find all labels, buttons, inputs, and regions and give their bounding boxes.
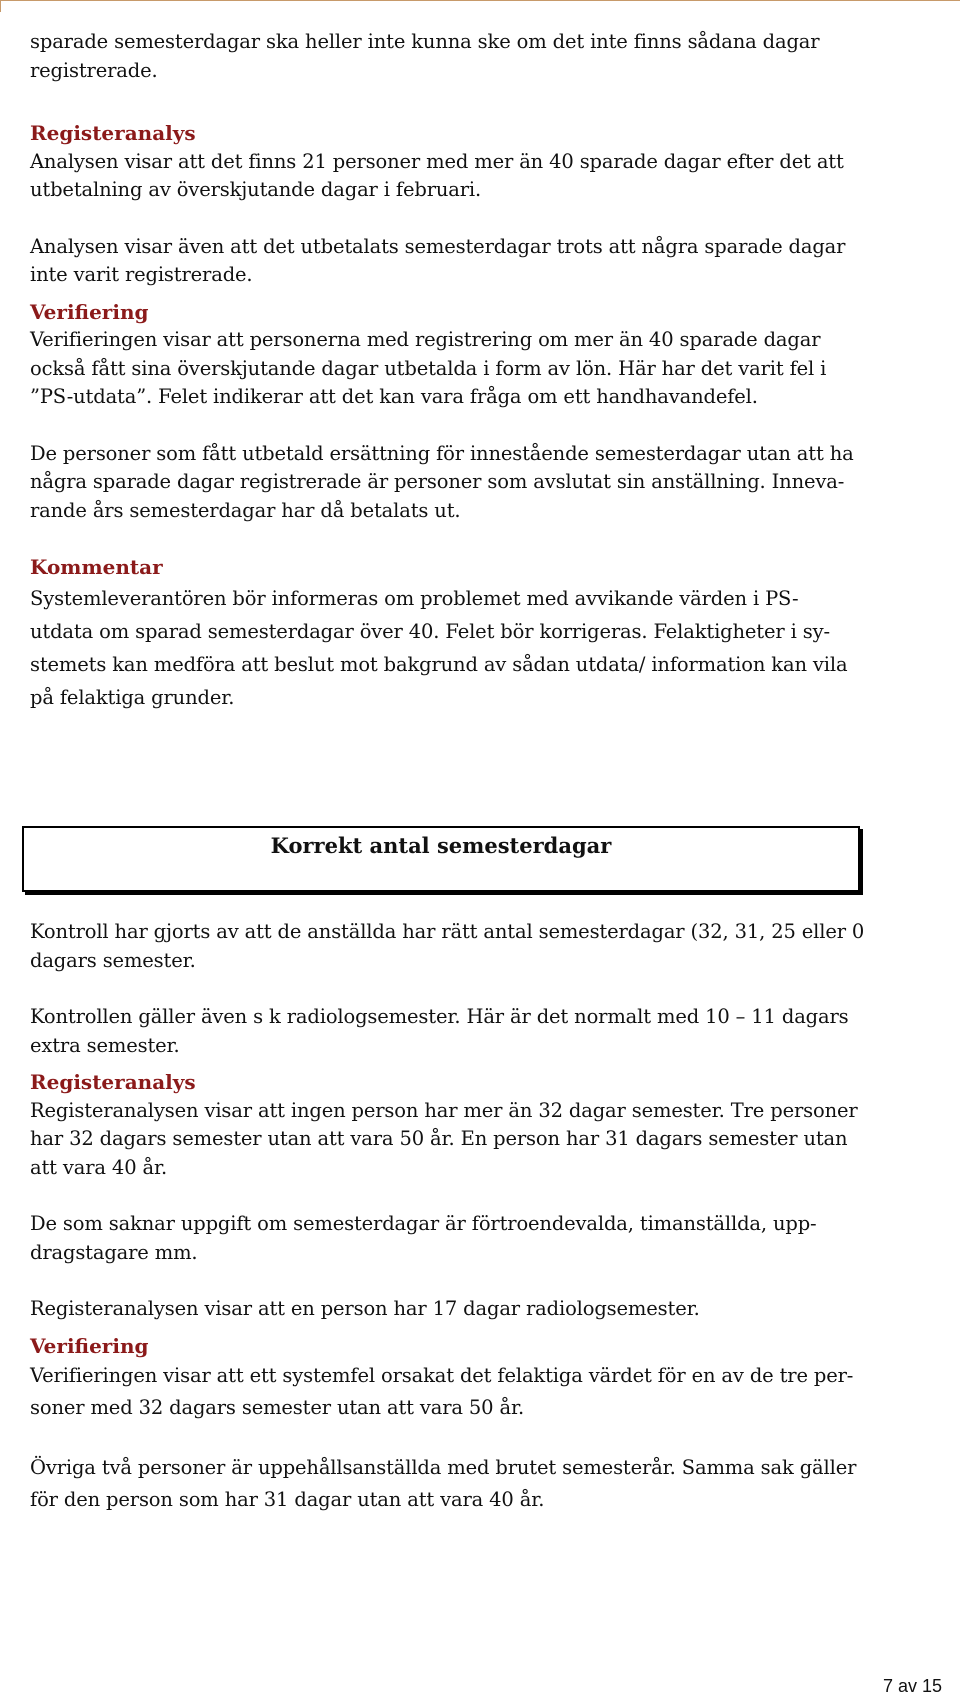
paragraph-line: soner med 32 dagars semester utan att vara 50 år. <box>30 1396 525 1419</box>
paragraph-line: Kontrollen gäller även s k radiologsemester. Här är det normalt med 10 – 11 dagars <box>30 1005 849 1028</box>
paragraph-line: Analysen visar även att det utbetalats semesterdagar trots att några sparade dagar <box>30 234 846 258</box>
paragraph-line: Kontroll har gjorts av att de anställda har rätt antal semesterdagar (32, 31, 25 eller 0 <box>30 920 865 943</box>
paragraph-line: De personer som fått utbetald ersättning för innestående semesterdagar utan att ha <box>30 441 854 465</box>
paragraph-line: inte varit registrerade. <box>30 263 253 286</box>
section-title-box <box>22 826 860 892</box>
paragraph-line: De som saknar uppgift om semesterdagar är förtroendevalda, timanställda, upp- <box>30 1212 817 1235</box>
paragraph-line: Övriga två personer är uppehållsanställda med brutet semesterår. Samma sak gäller <box>30 1456 857 1479</box>
paragraph-line: på felaktiga grunder. <box>30 685 235 709</box>
paragraph-line: ”PS-utdata”. Felet indikerar att det kan vara fråga om ett handhavandefel. <box>30 385 758 408</box>
paragraph-line: för den person som har 31 dagar utan att vara 40 år. <box>30 1488 545 1511</box>
paragraph-line: dagars semester. <box>30 948 196 972</box>
paragraph-line: utbetalning av överskjutande dagar i februari. <box>30 178 482 201</box>
intro-line: sparade semesterdagar ska heller inte kunna ske om det inte finns sådana dagar <box>30 30 820 53</box>
intro-line: registrerade. <box>30 58 158 82</box>
paragraph-line: Systemleverantören bör informeras om problemet med avvikande värden i PS- <box>30 586 799 610</box>
paragraph-line: dragstagare mm. <box>30 1240 198 1264</box>
paragraph-line: några sparade dagar registrerade är personer som avslutat sin anställning. Inneva- <box>30 470 845 493</box>
paragraph-line: Registeranalysen visar att ingen person har mer än 32 dagar semester. Tre personer <box>30 1098 858 1122</box>
heading-kommentar: Kommentar <box>30 555 163 579</box>
page-number: 7 av 15 <box>882 1676 942 1696</box>
paragraph-line: Analysen visar att det finns 21 personer med mer än 40 sparade dagar efter det att <box>30 149 844 173</box>
paragraph-line: stemets kan medföra att beslut mot bakgrund av sådan utdata/ information kan vila <box>30 652 848 676</box>
paragraph-line: extra semester. <box>30 1033 180 1057</box>
heading-registeranalys: Registeranalys <box>30 1070 196 1094</box>
paragraph-line: att vara 40 år. <box>30 1155 168 1179</box>
paragraph-line: också fått sina överskjutande dagar utbetalda i form av lön. Här har det varit fel i <box>30 356 827 380</box>
paragraph-line: Verifieringen visar att ett systemfel orsakat det felaktiga värdet för en av de tre per- <box>30 1364 854 1387</box>
section-title: Korrekt antal semesterdagar <box>270 833 612 858</box>
page-corner-mark <box>0 0 960 12</box>
heading-verifiering: Verifiering <box>30 1333 149 1358</box>
paragraph-line: rande års semesterdagar har då betalats ut. <box>30 498 461 522</box>
heading-verifiering: Verifiering <box>30 299 149 324</box>
paragraph-line: Registeranalysen visar att en person har 17 dagar radiologsemester. <box>30 1297 700 1320</box>
paragraph-line: har 32 dagars semester utan att vara 50 år. En person har 31 dagars semester utan <box>30 1127 848 1150</box>
paragraph-line: Verifieringen visar att personerna med registrering om mer än 40 sparade dagar <box>30 328 821 351</box>
document-section-1 <box>30 28 930 714</box>
document-section-2 <box>30 918 930 1516</box>
paragraph-line: utdata om sparad semesterdagar över 40. Felet bör korrigeras. Felaktigheter i sy- <box>30 619 830 643</box>
heading-registeranalys: Registeranalys <box>30 121 196 145</box>
